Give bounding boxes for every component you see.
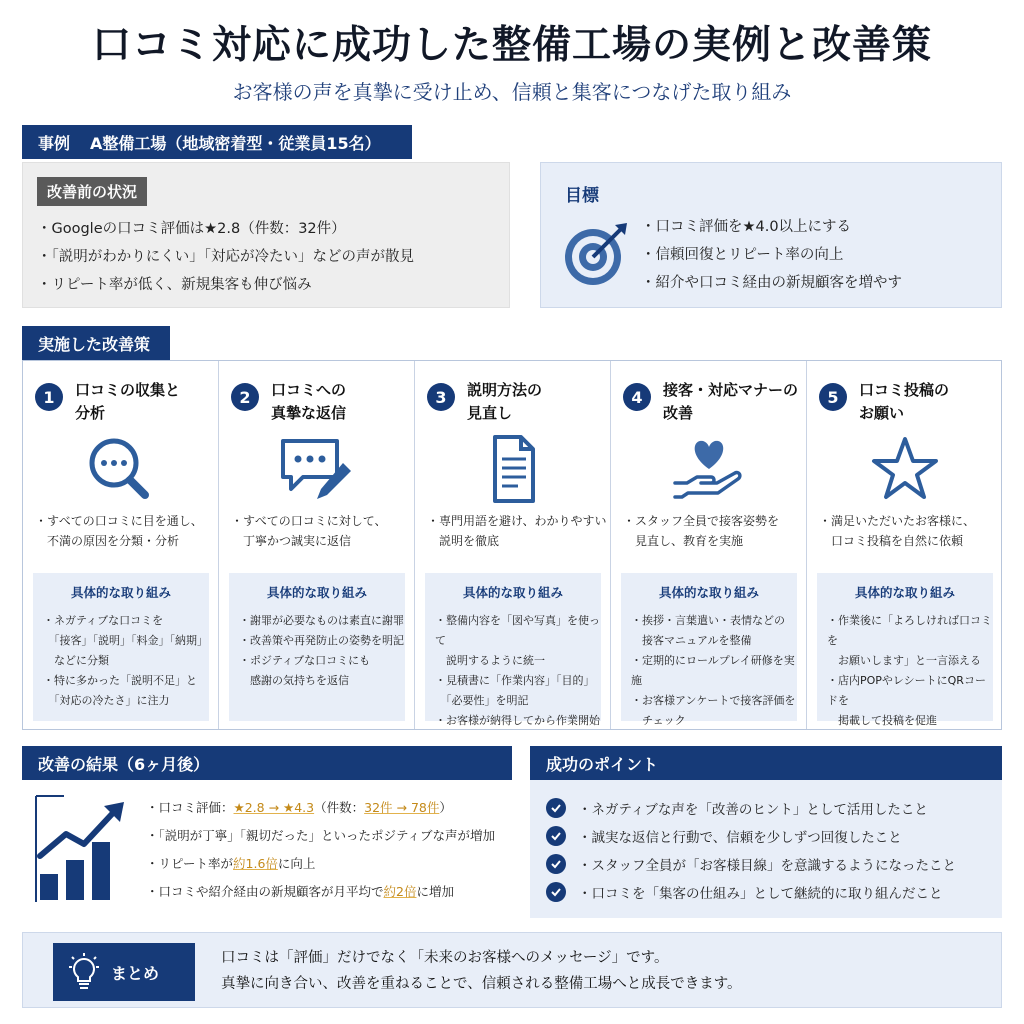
points-band: 成功のポイント <box>530 746 1002 780</box>
measure-column-4 <box>611 361 807 729</box>
list-item: ・店内POPやレシートにQRコードを <box>827 674 986 707</box>
list-item <box>546 878 956 906</box>
results-band: 改善の結果（6ヶ月後） <box>22 746 512 780</box>
result-highlight: 約2倍 <box>383 884 417 899</box>
description-line: 説明を徹底 <box>427 534 500 548</box>
check-icon <box>546 854 566 874</box>
description-line: ・すべての口コミに対して、 <box>231 514 387 528</box>
goal-label: 目標 <box>565 186 599 206</box>
result-highlight: ★2.8 → ★4.3 <box>233 800 315 815</box>
measure-column-1 <box>23 361 219 729</box>
result-text: に増加 <box>416 884 454 899</box>
detail-box <box>33 573 209 721</box>
detail-list <box>239 611 405 691</box>
summary-line: 真摯に向き合い、改善を重ねることで、信頼される整備工場へと成長できます。 <box>221 976 742 992</box>
description-line: 見直し、教育を実施 <box>623 534 744 548</box>
list-item: ・作業後に「よろしければ口コミを <box>827 614 992 647</box>
measure-title-line: 接客・対応マナーの <box>663 381 799 399</box>
check-icon <box>546 826 566 846</box>
points-list <box>546 794 956 906</box>
list-item: ・整備内容を「図や写真」を使って <box>435 614 600 647</box>
target-icon <box>561 219 631 289</box>
list-item: ・信頼回復とリピート率の向上 <box>641 247 844 263</box>
before-list <box>37 215 414 299</box>
measure-title-line: 説明方法の <box>467 381 543 399</box>
heart-hand-icon <box>669 433 749 505</box>
detail-title: 具体的な取り組み <box>266 585 367 600</box>
description-line: ・スタッフ全員で接客姿勢を <box>623 514 780 528</box>
lightbulb-icon <box>67 953 101 991</box>
list-item: ・挨拶・言葉遣い・表情などの <box>631 614 785 627</box>
list-item: ・改善策や再発防止の姿勢を明記 <box>239 634 404 647</box>
list-item: 掲載して投稿を促進 <box>827 714 937 727</box>
measure-column-5 <box>807 361 1003 729</box>
case-label: 事例 <box>38 133 71 153</box>
step-number: 1 <box>35 383 63 411</box>
measure-title <box>663 379 803 425</box>
list-item: 説明するように統一 <box>435 654 545 667</box>
summary-text <box>221 945 742 997</box>
before-label: 改善前の状況 <box>37 177 147 206</box>
measure-title <box>75 379 215 425</box>
list-item: ・リピート率が低く、新規集客も伸び悩み <box>37 277 312 293</box>
list-item: お願いします」と一言添える <box>827 654 981 667</box>
magnifier-icon <box>81 433 161 505</box>
summary-label-box <box>53 943 195 1001</box>
star-icon <box>865 433 945 505</box>
list-item: 「必要性」を明記 <box>435 694 529 707</box>
step-number: 5 <box>819 383 847 411</box>
list-item: ・特に多かった「説明不足」と <box>43 674 197 687</box>
list-item <box>546 822 956 850</box>
list-item <box>146 850 495 878</box>
step-number: 3 <box>427 383 455 411</box>
summary-line: 口コミは「評価」だけでなく「未来のお客様へのメッセージ」です。 <box>221 950 669 966</box>
result-text: ・リピート率が <box>146 856 234 871</box>
list-item: ・ポジティブな口コミにも <box>239 654 371 667</box>
point-text: ・スタッフ全員が「お客様目線」を意識するようになったこと <box>578 858 956 874</box>
result-text: ） <box>439 800 452 815</box>
case-name: A整備工場（地域密着型・従業員15名） <box>90 133 381 153</box>
measure-column-3 <box>415 361 611 729</box>
list-item: ・口コミ評価を★4.0以上にする <box>641 219 852 235</box>
list-item: ・お客様アンケートで接客評価を <box>631 694 796 707</box>
detail-box <box>817 573 993 727</box>
detail-title: 具体的な取り組み <box>70 585 171 600</box>
before-panel <box>22 162 510 308</box>
description-line: ・満足いただいたお客様に、 <box>819 514 976 528</box>
list-item <box>546 794 956 822</box>
list-item <box>546 850 956 878</box>
detail-list <box>435 611 601 731</box>
list-item: 「対応の冷たさ」に注力 <box>43 694 170 707</box>
goal-panel <box>540 162 1002 308</box>
list-item: 感謝の気持ちを返信 <box>239 674 349 687</box>
detail-box <box>621 573 797 727</box>
measure-title-line: 改善 <box>663 404 694 422</box>
points-panel <box>530 780 1002 918</box>
list-item <box>146 878 495 906</box>
measures-grid <box>22 360 1002 730</box>
measure-title-line: 口コミ投稿の <box>859 381 950 399</box>
measure-column-2 <box>219 361 415 729</box>
measure-title <box>859 379 999 425</box>
list-item: ・謝罪が必要なものは素直に謝罪 <box>239 614 404 627</box>
result-highlight: 約1.6倍 <box>233 856 278 871</box>
measure-title <box>467 379 607 425</box>
measure-description <box>819 511 999 551</box>
detail-title: 具体的な取り組み <box>462 585 563 600</box>
document-icon <box>473 433 553 505</box>
result-highlight: 32件 → 78件 <box>364 800 440 815</box>
summary-label: まとめ <box>111 963 160 983</box>
check-icon <box>546 882 566 902</box>
list-item: ・お客様が納得してから作業開始 <box>435 714 600 727</box>
growth-chart-icon <box>34 794 134 904</box>
point-text: ・口コミを「集客の仕組み」として継続的に取り組んだこと <box>578 886 943 902</box>
result-text: に向上 <box>277 856 316 871</box>
measure-title-line: 口コミの収集と <box>75 381 181 399</box>
list-item: 「接客」「説明」「料金」「納期」 <box>43 634 208 647</box>
list-item <box>146 794 495 822</box>
measures-band: 実施した改善策 <box>22 326 170 360</box>
goal-list <box>641 213 902 297</box>
measure-title <box>271 379 411 425</box>
case-band <box>22 125 412 159</box>
result-text: ・口コミや紹介経由の新規顧客が月平均で <box>146 884 384 899</box>
measure-description <box>35 511 215 551</box>
measure-title-line: 真摯な返信 <box>271 404 347 422</box>
list-item: ・定期的にロールプレイ研修を実施 <box>631 654 795 687</box>
list-item: ・「説明が丁寧」「親切だった」といったポジティブな声が増加 <box>146 828 496 843</box>
result-text: ・口コミ評価： <box>146 800 234 815</box>
step-number: 4 <box>623 383 651 411</box>
measure-description <box>623 511 803 551</box>
description-line: ・すべての口コミに目を通し、 <box>35 514 203 528</box>
results-list <box>146 794 495 906</box>
detail-list <box>827 611 993 731</box>
measure-description <box>231 511 411 551</box>
list-item: などに分類 <box>43 654 109 667</box>
description-line: 丁寧かつ誠実に返信 <box>231 534 352 548</box>
list-item: ・ネガティブな口コミを <box>43 614 164 627</box>
summary-panel <box>22 932 1002 1008</box>
page-subtitle: お客様の声を真摯に受け止め、信頼と集客につなげた取り組み <box>232 80 792 104</box>
detail-box <box>229 573 405 721</box>
detail-list <box>631 611 797 731</box>
measure-title-line: 口コミへの <box>271 381 347 399</box>
list-item: ・見積書に「作業内容」「目的」 <box>435 674 595 687</box>
speech-pencil-icon <box>277 433 357 505</box>
list-item: ・「説明がわかりにくい」「対応が冷たい」などの声が散見 <box>37 249 414 265</box>
description-line: ・専門用語を避け、わかりやすい <box>427 514 607 528</box>
measure-title-line: お願い <box>859 404 905 422</box>
description-line: 不満の原因を分類・分析 <box>35 534 180 548</box>
list-item: 接客マニュアルを整備 <box>631 634 752 647</box>
list-item: ・Googleの口コミ評価は★2.8（件数：32件） <box>37 221 346 237</box>
point-text: ・ネガティブな声を「改善のヒント」として活用したこと <box>578 802 928 818</box>
point-text: ・誠実な返信と行動で、信頼を少しずつ回復したこと <box>578 830 902 846</box>
list-item: チェック <box>631 714 686 727</box>
step-number: 2 <box>231 383 259 411</box>
detail-box <box>425 573 601 727</box>
detail-list <box>43 611 209 711</box>
measure-title-line: 見直し <box>467 404 513 422</box>
description-line: 口コミ投稿を自然に依頼 <box>819 534 964 548</box>
check-icon <box>546 798 566 818</box>
page-title: 口コミ対応に成功した整備工場の実例と改善策 <box>91 23 932 68</box>
detail-title: 具体的な取り組み <box>854 585 955 600</box>
measure-description <box>427 511 607 551</box>
detail-title: 具体的な取り組み <box>658 585 759 600</box>
measure-title-line: 分析 <box>75 404 106 422</box>
list-item: ・紹介や口コミ経由の新規顧客を増やす <box>641 275 902 291</box>
results-panel <box>22 780 512 918</box>
result-text: （件数： <box>314 800 365 815</box>
